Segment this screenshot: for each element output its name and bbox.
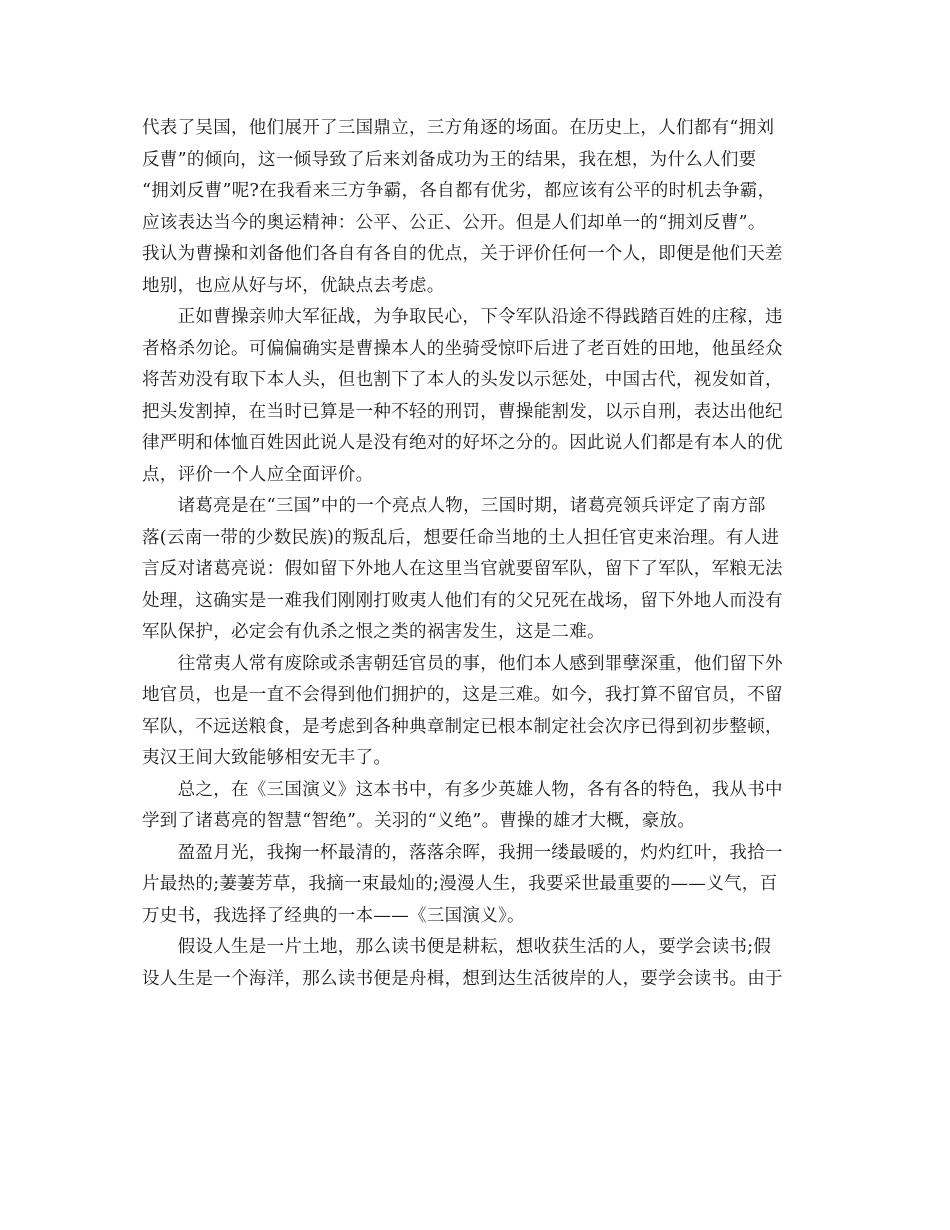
text-line: 把头发割掉，在当时已算是一种不轻的刑罚，曹操能割发，以示自刑，表达出他纪: [142, 401, 783, 422]
text-line: 落(云南一带的少数民族)的叛乱后，想要任命当地的土人担任官吏来治理。有人进: [142, 527, 780, 548]
text-line: 假设人生是一片土地，那么读书便是耕耘，想收获生活的人，要学会读书;假: [142, 937, 772, 957]
text-line: 诸葛亮是在“三国”中的一个亮点人物，三国时期，诸葛亮领兵评定了南方部: [142, 496, 766, 516]
text-line: “拥刘反曹”呢?在我看来三方争霸，各自都有优劣，都应该有公平的时机去争霸，: [142, 181, 776, 201]
text-line: 万史书，我选择了经典的一本——《三国演义》。: [142, 905, 525, 926]
text-line: 片最热的;萋萋芳草，我摘一束最灿的;漫漫人生，我要采世最重要的——义气，百: [142, 874, 778, 894]
text-line: 夷汉王间大致能够相安无丰了。: [142, 748, 392, 768]
text-line: 往常夷人常有废除或杀害朝廷官员的事，他们本人感到罪孽深重，他们留下外: [142, 653, 783, 674]
text-line: 应该表达当今的奥运精神：公平、公正、公开。但是人们却单一的“拥刘反曹”。: [142, 212, 766, 233]
text-line: 正如曹操亲帅大军征战，为争取民心，下令军队沿途不得践踏百姓的庄稼，违: [142, 307, 783, 327]
text-line: 将苦劝没有取下本人头，但也割下了本人的头发以示惩处，中国古代，视发如首，: [142, 370, 783, 390]
text-line: 总之，在《三国演义》这本书中，有多少英雄人物，各有各的特色，我从书中: [142, 779, 783, 800]
text-line: 军队，不远送粮食，是考虑到各种典章制定已根本制定社会次序已得到初步整顿，: [142, 716, 783, 737]
text-line: 者格杀勿论。可偏偏确实是曹操本人的坐骑受惊吓后进了老百姓的田地，他虽经众: [142, 338, 783, 359]
text-line: 军队保护，必定会有仇杀之恨之类的祸害发生，这是二难。: [142, 622, 605, 642]
text-line: 学到了诸葛亮的智慧“智绝”。关羽的“义绝”。曹操的雄才大概，豪放。: [142, 811, 696, 831]
text-line: 地别，也应从好与坏，优缺点去考虑。: [142, 275, 445, 296]
text-line: 言反对诸葛亮说：假如留下外地人在这里当官就要留军队，留下了军队，军粮无法: [142, 559, 783, 579]
text-line: 地官员，也是一直不会得到他们拥护的，这是三难。如今，我打算不留官员，不留: [142, 685, 783, 705]
text-line: 反曹”的倾向，这一倾导致了后来刘备成功为王的结果，我在想，为什么人们要: [142, 149, 757, 170]
text-line: 设人生是一个海洋，那么读书便是舟楫，想到达生活彼岸的人，要学会读书。由于: [142, 968, 783, 989]
text-line: 代表了吴国，他们展开了三国鼎立，三方角逐的场面。在历史上，人们都有“拥刘: [142, 118, 775, 138]
text-line: 我认为曹操和刘备他们各自有各自的优点，关于评价任何一个人，即便是他们天差: [142, 244, 783, 264]
text-line: 律严明和体恤百姓因此说人是没有绝对的好坏之分的。因此说人们都是有本人的优: [142, 433, 783, 453]
text-line: 盈盈月光，我掬一杯最清的，落落余晖，我拥一缕最暖的，灼灼红叶，我拾一: [142, 842, 783, 863]
text-line: 处理，这确实是一难我们刚刚打败夷人他们有的父兄死在战场，留下外地人而没有: [142, 590, 783, 611]
text-line: 点，评价一个人应全面评价。: [142, 464, 374, 485]
